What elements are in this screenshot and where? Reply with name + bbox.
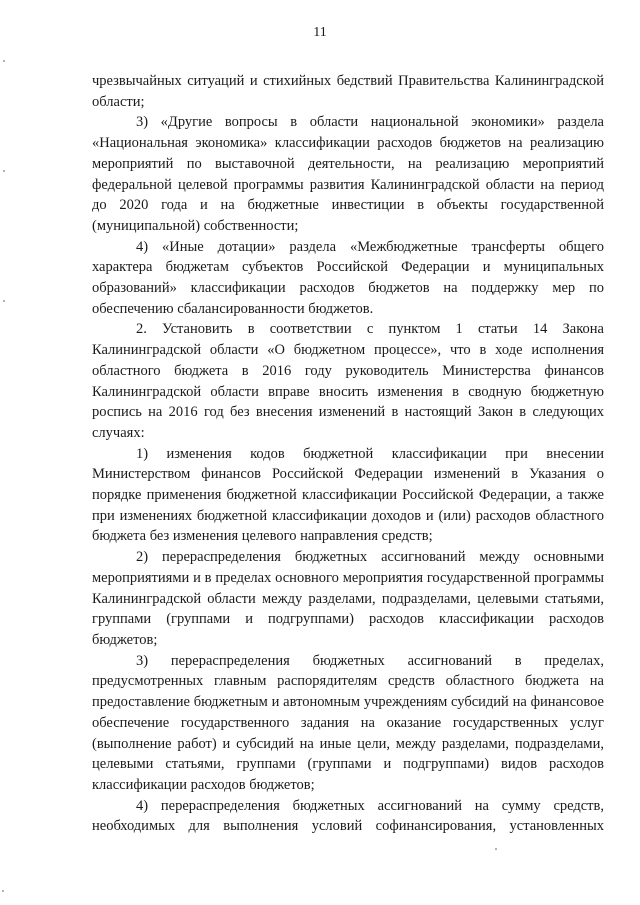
paragraph-case-2: 2) перераспределения бюджетных ассигнований между основными мероприятиями и в пределах основного мероприятия государственной программы Калининградской области между разделами, подразделами, целевыми статьями, группами (группами и подгруппами) расходов классификации расходов бюджетов; — [92, 549, 604, 648]
paragraph-case-3: 3) перераспределения бюджетных ассигнований в пределах, предусмотренных главным распорядителям средств областного бюджета на предоставление бюджетным и автономным учреждениям субсидий на финансовое обеспечение государственного задания на оказание государственных услуг (выполнение работ) и субсидий на иные цели, между разделами, подразделами, целевыми статьями, группами (группами и подгруппами) видов расходов классификации расходов бюджетов; — [92, 652, 604, 793]
scan-speck — [495, 848, 497, 850]
page-number: 11 — [313, 25, 327, 40]
scan-speck — [3, 170, 5, 172]
scan-speck — [2, 890, 4, 892]
paragraph-continuation: чрезвычайных ситуаций и стихийных бедствий Правительства Калининградской области; — [92, 73, 604, 110]
paragraph-item-3-other-economy: 3) «Другие вопросы в области национальной экономики» раздела «Национальная экономика» классификации расходов бюджетов на реализацию мероприятий по выставочной деятельности, на реализацию мероприятий федеральной целевой программы развития Калининградской области на период до 2020 года и на бюджетные инвестиции в объекты государственной (муниципальной) собственности; — [92, 114, 604, 234]
paragraph-case-4: 4) перераспределения бюджетных ассигнований на сумму средств, необходимых для выполнения условий софинансирования, установленных — [92, 797, 604, 835]
paragraph-clause-2: 2. Установить в соответствии с пунктом 1 статьи 14 Закона Калининградской области «О бюджетном процессе», что в ходе исполнения областного бюджета в 2016 году руководитель Министерства финансов Калининградской области вправе вносить изменения в сводную бюджетную роспись на 2016 год без внесения изменений в настоящий Закон в следующих случаях: — [92, 321, 604, 441]
scan-speck — [3, 300, 5, 302]
paragraph-item-4-other-grants: 4) «Иные дотации» раздела «Межбюджетные трансферты общего характера бюджетам субъектов Российской Федерации и муниципальных образований» классификации расходов бюджетов на поддержку мер по обеспечению сбалансированности бюджетов. — [92, 238, 604, 317]
scan-speck — [3, 60, 5, 62]
document-body — [92, 71, 604, 837]
paragraph-case-1: 1) изменения кодов бюджетной классификации при внесении Министерством финансов Российской Федерации изменений в Указания о порядке применения бюджетной классификации Российской Федерации, а также при изменениях бюджетной классификации доходов и (или) расходов областного бюджета без изменения целевого направления средств; — [92, 445, 604, 545]
